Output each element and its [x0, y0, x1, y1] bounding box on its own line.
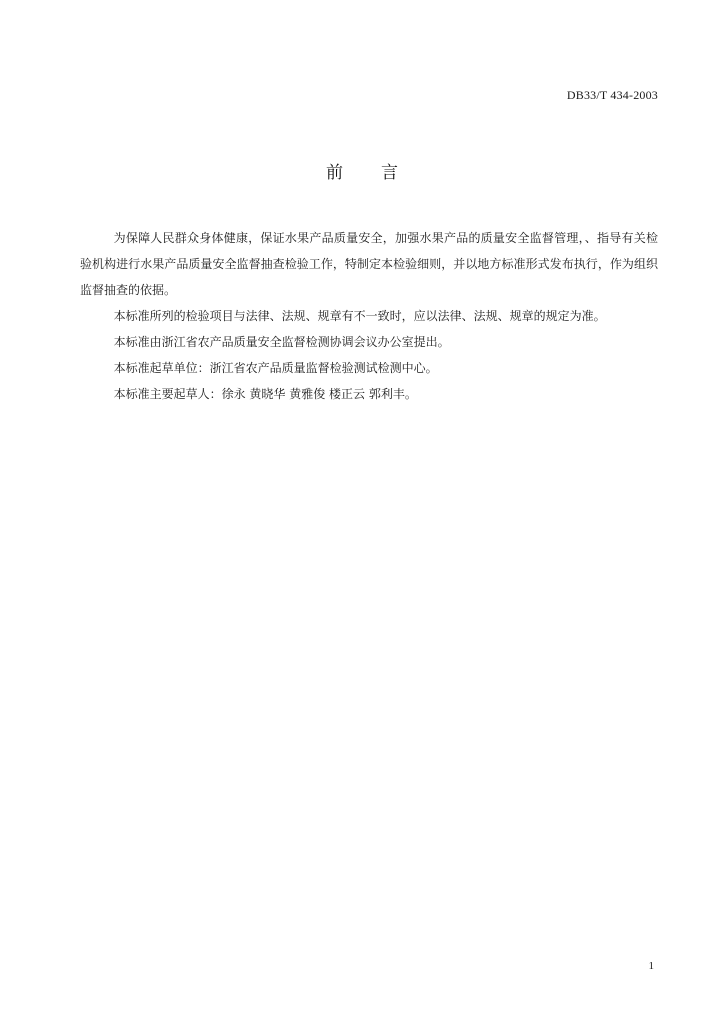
foreword-body [80, 225, 658, 407]
page-number: 1 [648, 960, 654, 972]
section-heading [0, 158, 724, 183]
heading-char-1: 前 [326, 163, 343, 183]
paragraph-proposer: 本标准由浙江省农产品质量安全监督检测协调会议办公室提出。 [113, 335, 450, 349]
paragraph-drafters: 本标准主要起草人：徐永 黄晓华 黄雅俊 楼正云 郭利丰。 [113, 387, 417, 401]
document-code: DB33/T 434-2003 [566, 88, 658, 102]
paragraph-drafting-unit: 本标准起草单位：浙江省农产品质量监督检验测试检测中心。 [113, 361, 438, 375]
paragraph-purpose: 为保障人民群众身体健康，保证水果产品质量安全，加强水果产品的质量安全监督管理，、指导有关检验机构进行水果产品质量安全监督抽查检验工作，特制定本检验细则，并以地方标准形式发布执行，作为组织监督抽查的依据。 [80, 231, 658, 297]
paragraph-legal-precedence: 本标准所列的检验项目与法律、法规、规章有不一致时，应以法律、法规、规章的规定为准。 [113, 309, 606, 323]
heading-char-2: 言 [381, 163, 398, 183]
